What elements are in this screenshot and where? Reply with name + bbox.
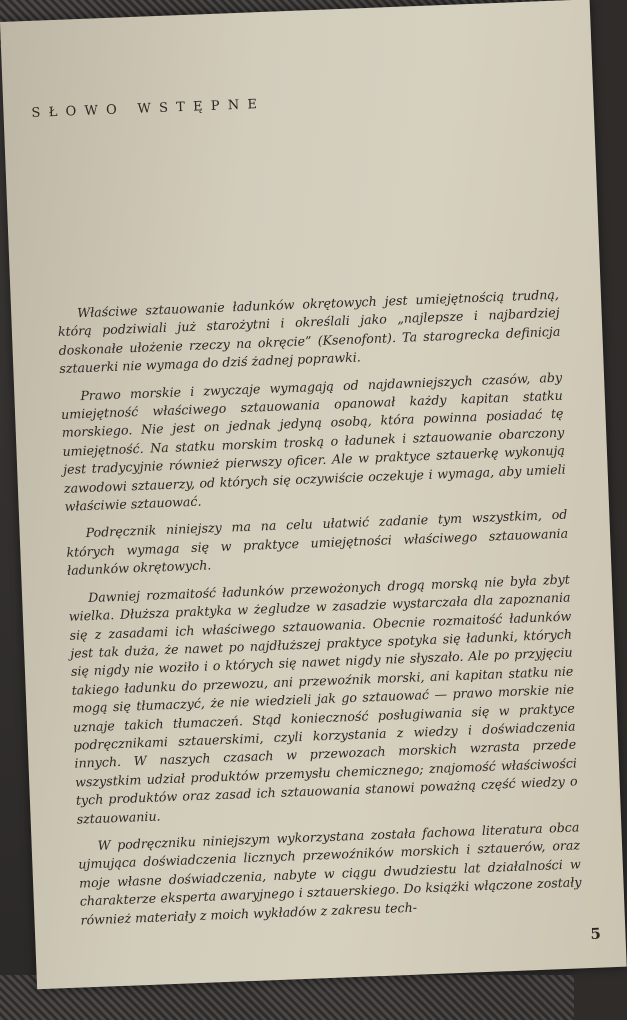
paragraph-3: Podręcznik niniejszy ma na celu ułatwić zadanie tym wszystkim, od których wymaga się w praktyce umiejętności właściwego sztauowania ładunków okrętowych. xyxy=(66,507,569,579)
page-number: 5 xyxy=(590,924,602,943)
paragraph-1: Właściwe sztauowanie ładunków okrętowych jest umiejętnością trudną, którą podziwiali już starożytni i określali jako „najlepsze i najbardziej doskonałe ułożenie rzeczy na okręcie” (Ksenofont). Ta starogrecka definicja sztauerki nie wymaga do dziś żadnej poprawki. xyxy=(57,286,561,377)
chapter-heading-text: S Ł O W O W S T Ę P N E xyxy=(31,97,258,121)
body-text xyxy=(57,286,583,939)
paragraph-5: W podręczniku niniejszym wykorzystana została fachowa literatura obca ujmująca doświadczenia licznych przewoźników morskich i sztauerów, oraz moje własne doświadczenia, nabyte w ciągu dwudziestu lat działalności w charakterze eksperta awaryjnego i sztauerskiego. Do książki włączone zostały również materiały z moich wykładów z zakresu tech- xyxy=(78,819,582,928)
paragraph-4: Dawniej rozmaitość ładunków przewożonych drogą morską nie była zbyt wielka. Dłuższa praktyka w żegludze w zasadzie wystarczała dla zapoznania się z zasadami ich właściwego sztauowania. Obecnie rozmaitość ładunków jest tak duża, że nawet po najdłuższej praktyce spotyka się ładunki, których się nigdy nie woziło i o których się nawet nigdy nie słyszało. Ale po przyjęciu takiego ładunku do przewozu, ani przewoźnik morski, ani kapitan statku nie mogą się tłumaczyć, że nie wiedzieli jak go sztauować — prawo morskie nie uznaje takich tłumaczeń. Stąd konieczność posługiwania się w praktyce podręcznikami sztauerskimi, czyli korzystania z wiedzy i doświadczenia innych. W naszych czasach w przewozach morskich wzrasta przede wszystkim udział produktów przemysłu chemicznego; znajomość właściwości tych produktów oraz zasad ich sztauowania stanowi poważną część wiedzy o sztauowaniu. xyxy=(68,571,578,827)
paragraph-2: Prawo morskie i zwyczaje wymagają od najdawniejszych czasów, aby umiejętność właściwego sztauowania opanował każdy kapitan statku morskiego. Nie jest on jednak jedyną osobą, która powinna posiadać tę umiejętność. Na statku morskim troską o ładunek i sztauowanie obarczony jest tradycyjnie również pierwszy oficer. Ale w praktyce sztauerkę wykonują zawodowi sztauerzy, od których się oczywiście oczekuje i wymaga, aby umieli właściwie sztauować. xyxy=(60,369,566,514)
chapter-heading xyxy=(31,86,551,121)
